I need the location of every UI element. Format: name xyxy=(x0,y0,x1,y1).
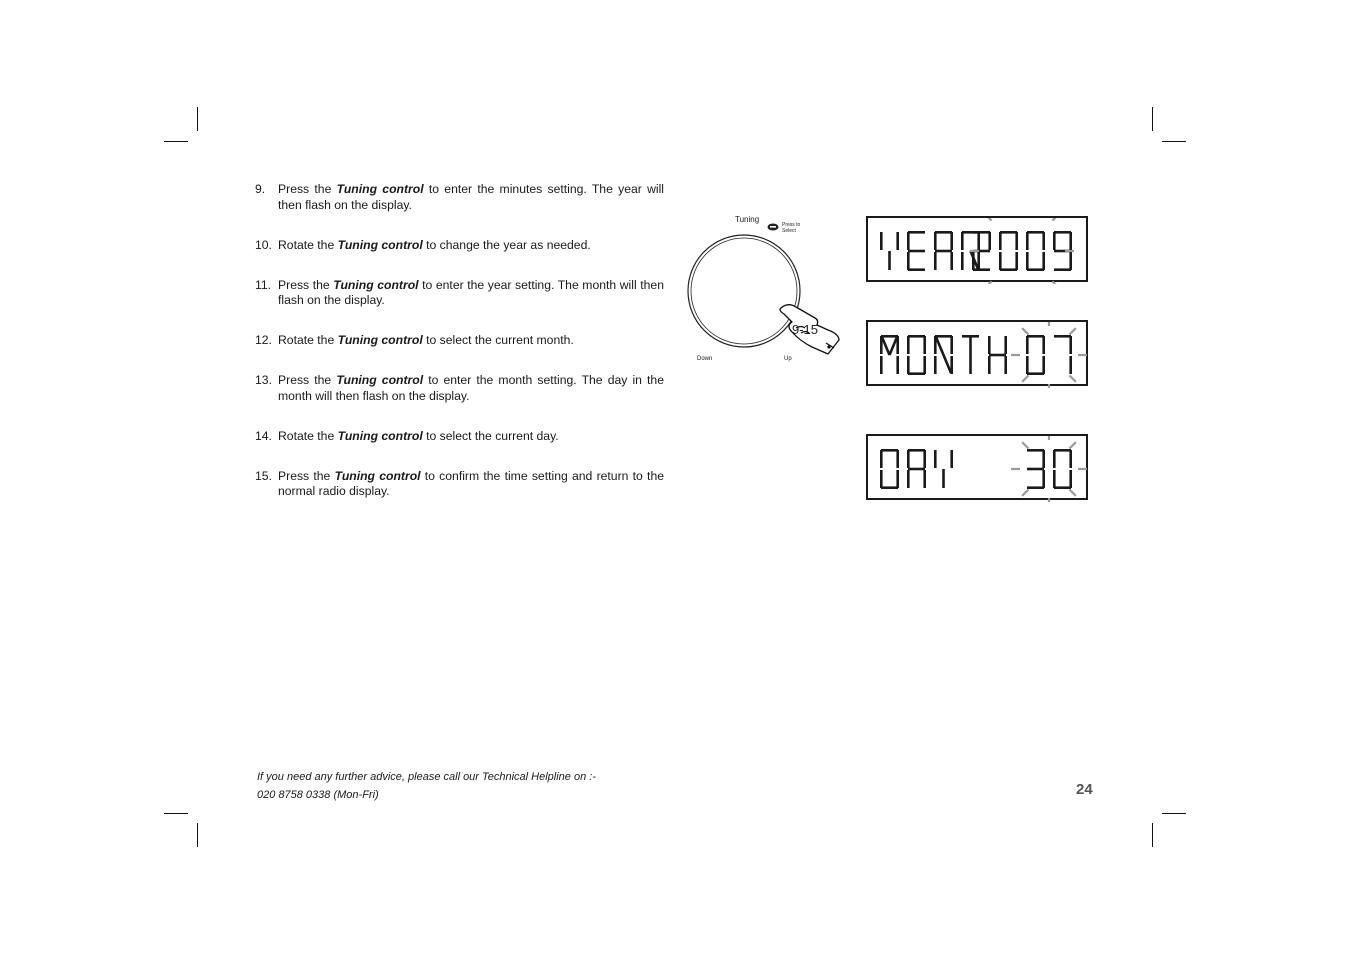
step-text: Press the Tuning control to enter the minutes setting. The year will then flash on the display. xyxy=(278,182,665,212)
step-text: Press the Tuning control to enter the month setting. The day in the month will then flash on the display. xyxy=(278,373,664,403)
down-label: Down xyxy=(697,356,713,362)
crop-mark xyxy=(164,141,188,142)
crop-mark xyxy=(164,813,188,814)
step-number: 15. xyxy=(255,468,272,483)
step-reference: 9-15 xyxy=(792,322,819,337)
tuning-control-term: Tuning control xyxy=(336,373,424,387)
helpline-number: 020 8758 0338 (Mon-Fri) xyxy=(257,789,379,801)
lcd-month-segments xyxy=(868,322,1090,388)
lcd-character xyxy=(934,450,953,488)
lcd-character xyxy=(1054,335,1072,374)
crop-mark xyxy=(1152,107,1153,131)
press-to-label: Press to xyxy=(782,222,801,228)
step-text: Rotate the Tuning control to select the current month. xyxy=(278,333,574,347)
instruction-step xyxy=(255,238,664,254)
flash-indicator xyxy=(1011,436,1087,502)
tuning-control-term: Tuning control xyxy=(337,428,423,443)
tuning-control-term: Tuning control xyxy=(336,182,424,196)
lcd-character xyxy=(1053,449,1072,489)
lcd-day-segments xyxy=(868,436,1090,502)
tuning-control-term: Tuning control xyxy=(337,333,423,347)
instruction-step xyxy=(255,469,664,500)
up-label: Up xyxy=(784,356,792,362)
lcd-character xyxy=(1026,231,1045,271)
lcd-character xyxy=(880,335,899,374)
instruction-step xyxy=(255,429,664,445)
instruction-steps xyxy=(255,182,664,524)
lcd-character xyxy=(880,232,899,270)
lcd-character xyxy=(934,231,953,270)
lcd-character xyxy=(988,336,1007,374)
lcd-year-segments xyxy=(868,218,1090,284)
instruction-step xyxy=(255,278,664,309)
crop-mark xyxy=(197,823,198,847)
lcd-month-display xyxy=(866,320,1088,386)
tuning-dial-illustration xyxy=(688,210,848,370)
lcd-character xyxy=(999,231,1018,271)
lcd-character xyxy=(1027,449,1045,489)
flash-indicator xyxy=(1011,322,1087,388)
step-text: Rotate the Tuning control to select the current day. xyxy=(278,428,559,443)
page-number: 24 xyxy=(1076,781,1093,798)
tuning-control-term: Tuning control xyxy=(334,468,421,483)
tuning-knob xyxy=(688,235,800,347)
select-label: Select xyxy=(782,228,796,234)
crop-mark xyxy=(1152,823,1153,847)
step-number: 10. xyxy=(255,237,272,252)
instruction-step xyxy=(255,182,664,213)
lcd-year-display xyxy=(866,216,1088,282)
helpline-text: If you need any further advice, please call our Technical Helpline on :- xyxy=(257,771,596,783)
step-number: 9. xyxy=(255,182,266,196)
step-number: 13. xyxy=(255,373,272,387)
lcd-character xyxy=(907,231,925,271)
lcd-day-display xyxy=(866,434,1088,500)
step-number: 11. xyxy=(255,277,272,292)
step-number: 14. xyxy=(255,428,272,443)
instruction-step xyxy=(255,333,664,349)
lcd-character xyxy=(962,335,979,374)
step-number: 12. xyxy=(255,333,272,347)
lcd-character xyxy=(880,449,899,489)
crop-mark xyxy=(1162,141,1186,142)
press-select-icon xyxy=(768,224,779,231)
tuning-control-term: Tuning control xyxy=(333,277,419,292)
dial-title: Tuning xyxy=(735,215,760,224)
step-text: Press the Tuning control to confirm the time setting and return to the normal radio display. xyxy=(278,468,664,498)
tuning-control-term: Tuning control xyxy=(337,237,423,252)
step-text: Press the Tuning control to enter the year setting. The month will then flash on the display. xyxy=(278,277,664,307)
instruction-step xyxy=(255,373,664,404)
crop-mark xyxy=(197,107,198,131)
lcd-character xyxy=(1026,335,1045,375)
lcd-character xyxy=(907,335,926,375)
lcd-character xyxy=(934,335,953,374)
crop-mark xyxy=(1162,813,1186,814)
step-text: Rotate the Tuning control to change the year as needed. xyxy=(278,237,591,252)
lcd-character xyxy=(907,449,926,488)
helpline-footer xyxy=(257,768,596,804)
